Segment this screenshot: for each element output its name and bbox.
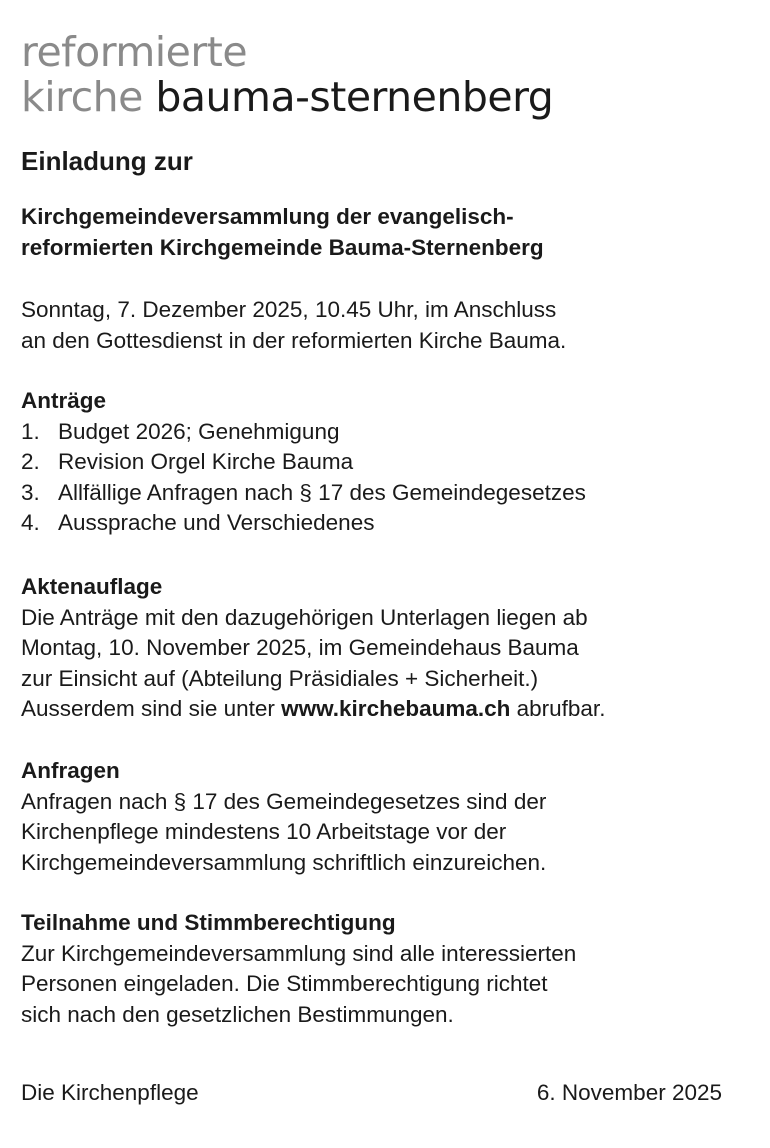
teilnahme-section <box>21 908 751 1030</box>
page-title: Einladung zur <box>21 146 193 176</box>
aktenauflage-line-1: Die Anträge mit den dazugehörigen Unterlagen liegen ab <box>21 604 588 630</box>
logo-line-2 <box>21 75 553 120</box>
aktenauflage-line-4-prefix: Ausserdem sind sie unter <box>21 696 282 721</box>
list-item <box>21 447 751 478</box>
subtitle <box>21 202 751 263</box>
aktenauflage-line-2: Montag, 10. November 2025, im Gemeindehaus Bauma <box>21 635 579 660</box>
anfragen-line-3: Kirchgemeindeversammlung schriftlich einzureichen. <box>21 849 547 875</box>
teilnahme-line-2: Personen eingeladen. Die Stimmberechtigung richtet <box>21 971 548 996</box>
list-text: Revision Orgel Kirche Bauma <box>58 449 354 474</box>
list-number: 2. <box>21 449 40 474</box>
signature: Die Kirchenpflege <box>21 1080 199 1105</box>
aktenauflage-line-3: zur Einsicht auf (Abteilung Präsidiales + Sicherheit.) <box>21 665 539 691</box>
list-number: 1. <box>21 418 40 444</box>
teilnahme-line-3: sich nach den gesetzlichen Bestimmungen. <box>21 1001 454 1027</box>
anfragen-line-2: Kirchenpflege mindestens 10 Arbeitstage vor der <box>21 819 507 844</box>
list-text: Allfällige Anfragen nach § 17 des Gemeindegesetzes <box>58 479 586 505</box>
meeting-date-line-1: Sonntag, 7. Dezember 2025, 10.45 Uhr, im Anschluss <box>21 297 557 322</box>
subtitle-line-1: Kirchgemeindeversammlung der evangelisch- <box>21 204 514 229</box>
logo-word-bauma-sternenberg: bauma-sternenberg <box>155 73 554 121</box>
logo-line-1: reformierte <box>21 28 248 76</box>
list-item <box>21 508 751 539</box>
teilnahme-heading: Teilnahme und Stimmberechtigung <box>21 910 396 935</box>
list-item <box>21 478 751 509</box>
subtitle-line-2: reformierten Kirchgemeinde Bauma-Sternenberg <box>21 234 544 260</box>
aktenauflage-line-4 <box>21 694 751 725</box>
list-text: Aussprache und Verschiedenes <box>58 510 375 535</box>
anfragen-heading: Anfragen <box>21 758 120 783</box>
list-text: Budget 2026; Genehmigung <box>58 418 340 444</box>
document-date: 6. November 2025 <box>536 1080 722 1105</box>
anfragen-section <box>21 756 751 878</box>
list-number: 3. <box>21 479 40 505</box>
aktenauflage-section <box>21 572 751 725</box>
antraege-section <box>21 386 751 539</box>
aktenauflage-heading: Aktenauflage <box>21 574 163 599</box>
meeting-date-line-2: an den Gottesdienst in der reformierten Kirche Bauma. <box>21 327 567 353</box>
church-logo <box>21 30 553 120</box>
aktenauflage-line-4-suffix: abrufbar. <box>510 696 606 721</box>
teilnahme-line-1: Zur Kirchgemeindeversammlung sind alle interessierten <box>21 940 577 966</box>
antraege-heading: Anträge <box>21 388 107 413</box>
anfragen-line-1: Anfragen nach § 17 des Gemeindegesetzes sind der <box>21 788 547 814</box>
logo-word-kirche: kirche <box>21 73 143 121</box>
footer <box>21 1078 722 1108</box>
list-item <box>21 417 751 448</box>
website-link[interactable]: www.kirchebauma.ch <box>281 696 511 721</box>
list-number: 4. <box>21 510 40 535</box>
meeting-date <box>21 295 751 356</box>
